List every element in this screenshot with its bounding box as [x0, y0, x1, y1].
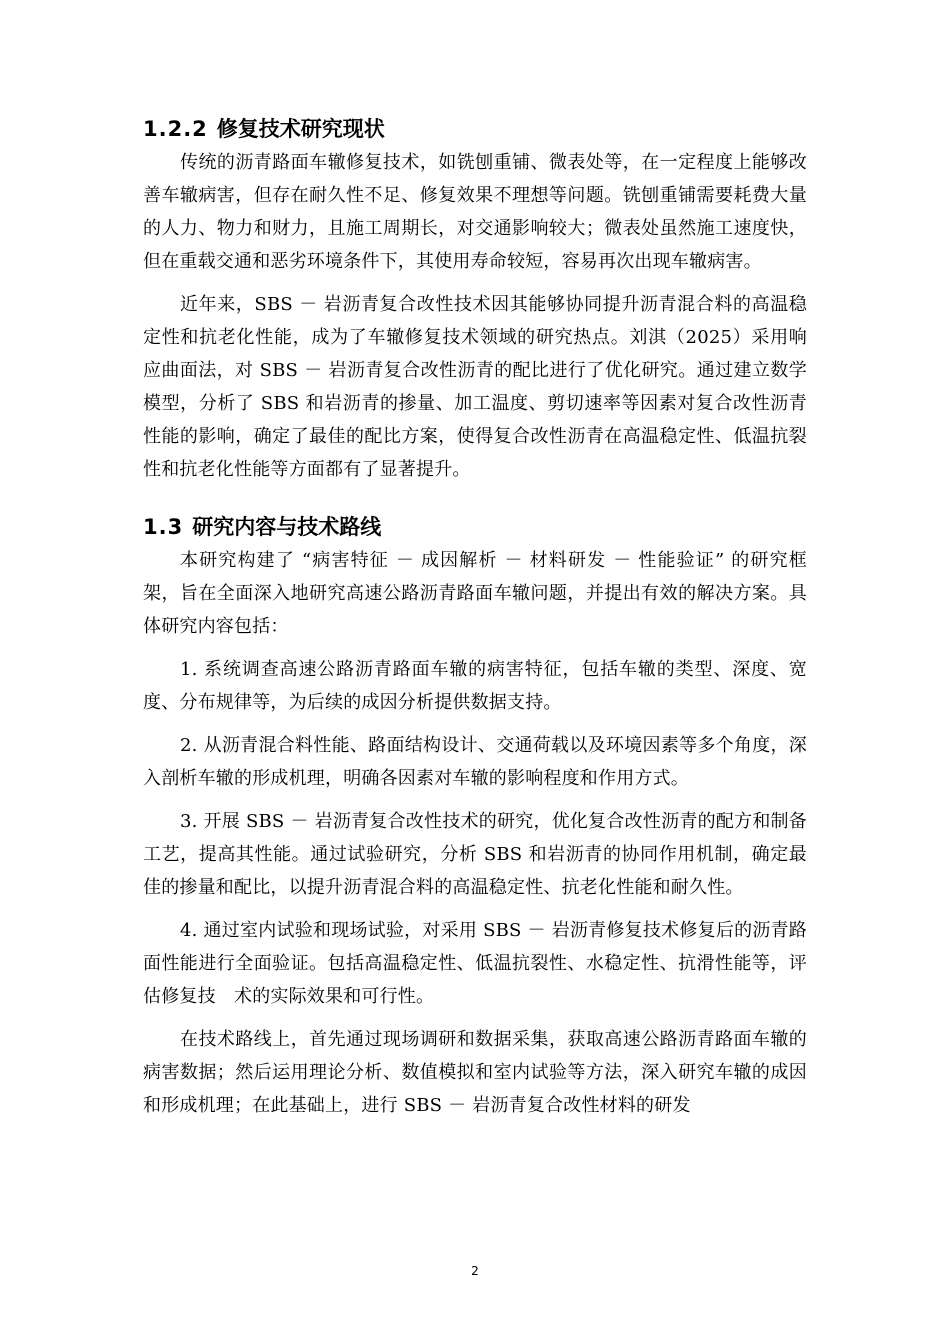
page-content — [143, 112, 807, 1122]
section-heading-1-3 — [143, 510, 807, 544]
page-number: 2 — [471, 1264, 479, 1278]
paragraph-traditional-repair: 传统的沥青路面车辙修复技术，如铣刨重铺、微表处等，在一定程度上能够改善车辙病害，但存在耐久性不足、修复效果不理想等问题。铣刨重铺需要耗费大量的人力、物力和财力，且施工周期长，对交通影响较大；微表处虽然施工速度快，但在重载交通和恶劣环境条件下，其使用寿命较短，容易再次出现车辙病害。 — [143, 152, 807, 272]
list-item-research-1: 1. 系统调查高速公路沥青路面车辙的病害特征，包括车辙的类型、深度、宽度、分布规律等，为后续的成因分析提供数据支持。 — [143, 659, 807, 713]
list-item-research-3: 3. 开展 SBS － 岩沥青复合改性技术的研究，优化复合改性沥青的配方和制备工艺，提高其性能。通过试验研究，分析 SBS 和岩沥青的协同作用机制，确定最佳的掺量和配比，以提升沥青混合料的高温稳定性、抗老化性能和耐久性。 — [143, 811, 807, 898]
list-item-research-2: 2. 从沥青混合料性能、路面结构设计、交通荷载以及环境因素等多个角度，深入剖析车辙的形成机理，明确各因素对车辙的影响程度和作用方式。 — [143, 735, 807, 789]
section-heading-1-2-2 — [143, 112, 807, 146]
paragraph-sbs-research: 近年来，SBS － 岩沥青复合改性技术因其能够协同提升沥青混合料的高温稳定性和抗老化性能，成为了车辙修复技术领域的研究热点。刘淇（2025）采用响应曲面法，对 SBS － 岩沥青复合改性沥青的配比进行了优化研究。通过建立数学模型，分析了 SBS 和岩沥青的掺量、加工温度、剪切速率等因素对复合改性沥青性能的影响，确定了最佳的配比方案，使得复合改性沥青在高温稳定性、低温抗裂性和抗老化性能等方面都有了显著提升。 — [143, 294, 807, 480]
list-item-research-4: 4. 通过室内试验和现场试验，对采用 SBS － 岩沥青修复技术修复后的沥青路面性能进行全面验证。包括高温稳定性、低温抗裂性、水稳定性、抗滑性能等，评估修复技 术的实际效果和可行性。 — [143, 920, 807, 1007]
section-number: 1.2.2 — [143, 117, 208, 141]
section-title: 修复技术研究现状 — [216, 117, 385, 141]
paragraph-technical-route: 在技术路线上，首先通过现场调研和数据采集，获取高速公路沥青路面车辙的病害数据；然后运用理论分析、数值模拟和室内试验等方法，深入研究车辙的成因和形成机理；在此基础上，进行 SBS － 岩沥青复合改性材料的研发 — [143, 1029, 807, 1116]
paragraph-research-framework: 本研究构建了 “病害特征 － 成因解析 － 材料研发 － 性能验证” 的研究框架，旨在全面深入地研究高速公路沥青路面车辙问题，并提出有效的解决方案。具体研究内容包括： — [143, 550, 807, 637]
section-number: 1.3 — [143, 515, 184, 539]
section-title: 研究内容与技术路线 — [192, 515, 382, 539]
